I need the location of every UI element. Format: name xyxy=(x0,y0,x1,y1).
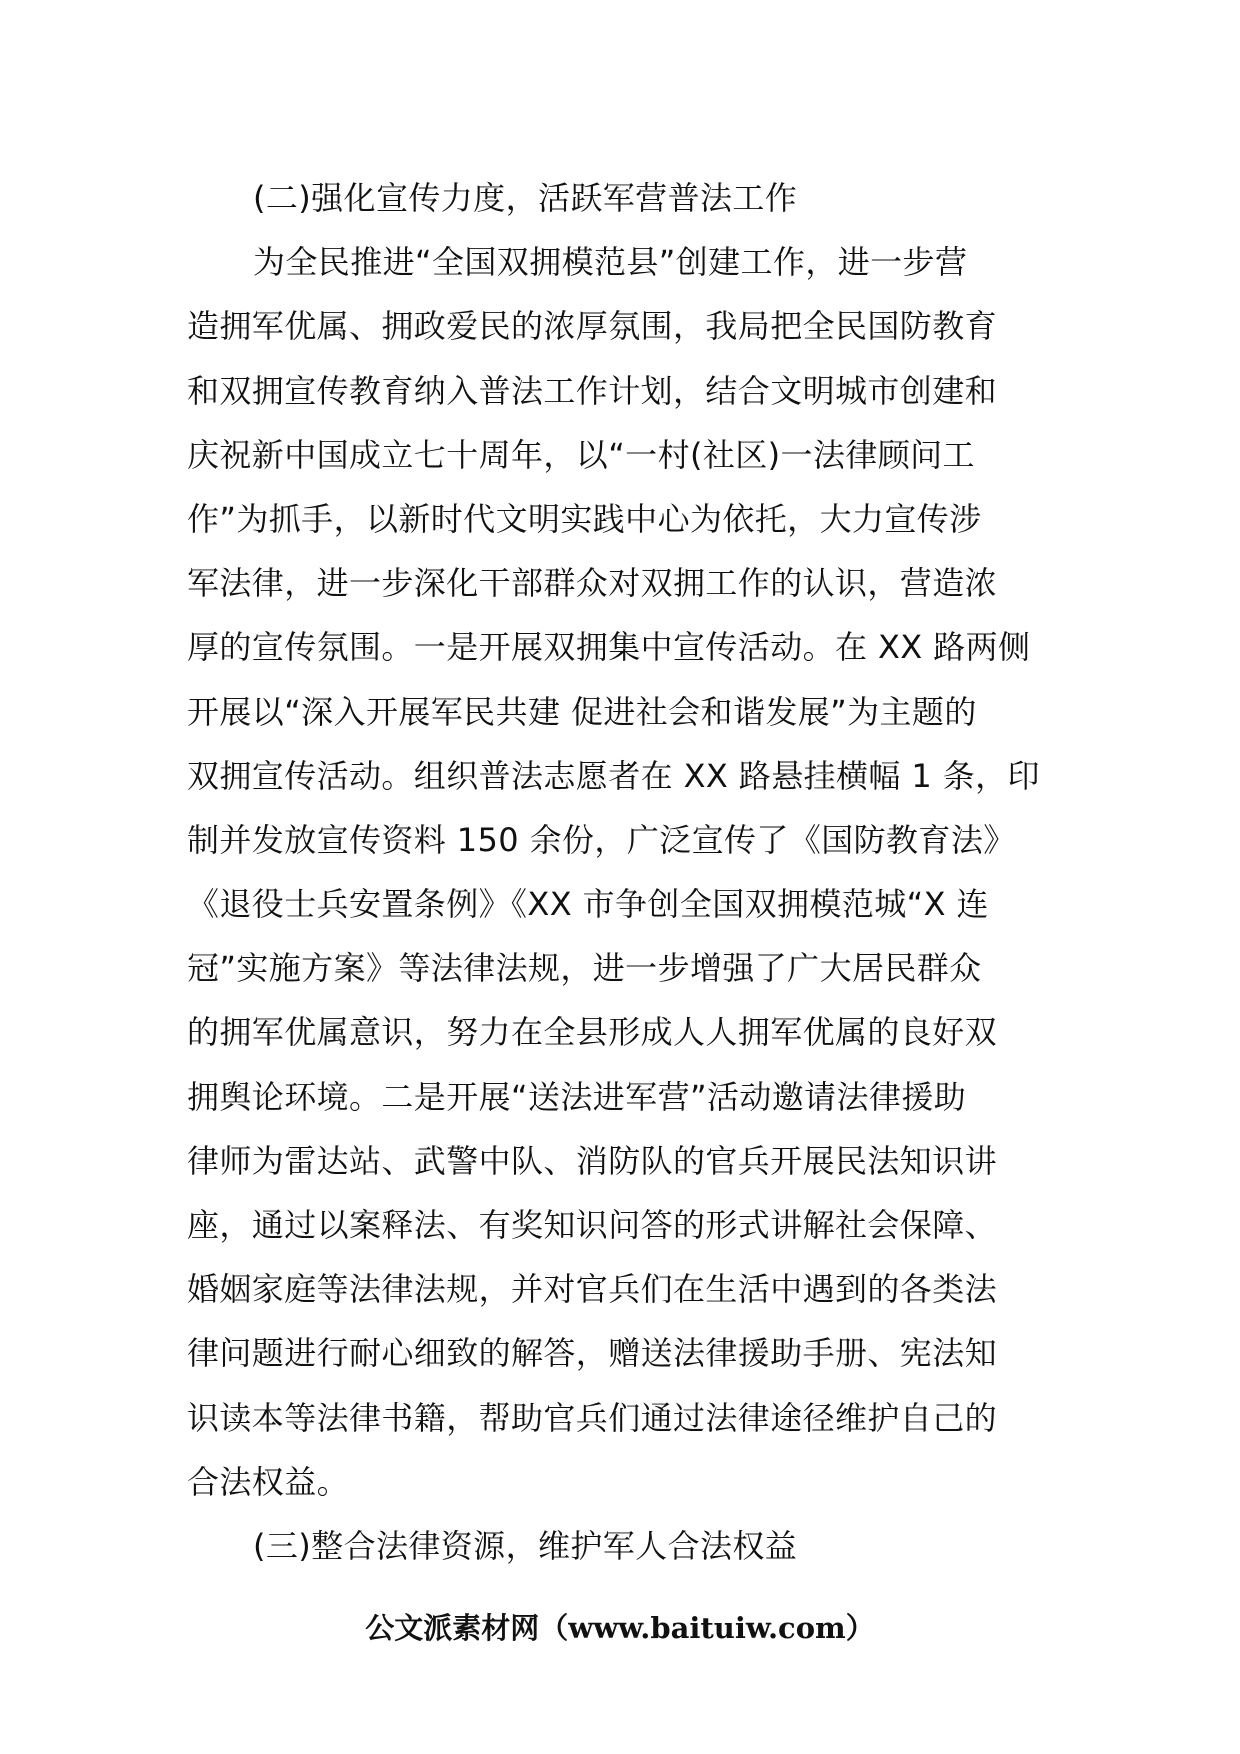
paragraph-line: 婚姻家庭等法律法规，并对官兵们在生活中遇到的各类法 xyxy=(187,1270,998,1309)
section-heading: (三)整合法律资源，维护军人合法权益 xyxy=(253,1526,798,1565)
page-footer: 公文派素材网（www.baituiw.com） xyxy=(365,1611,875,1645)
paragraph-line: 军法律，进一步深化干部群众对双拥工作的认识，营造浓 xyxy=(187,564,998,603)
paragraph-line: 造拥军优属、拥政爱民的浓厚氛围，我局把全民国防教育 xyxy=(187,307,998,346)
paragraph-line: 作”为抓手，以新时代文明实践中心为依托，大力宣传涉 xyxy=(187,499,982,538)
paragraph-line: 《退役士兵安置条例》《XX 市争创全国双拥模范城“X 连 xyxy=(187,885,989,924)
paragraph-line: 厚的宣传氛围。一是开展双拥集中宣传活动。在 XX 路两侧 xyxy=(187,628,1031,667)
section-heading: (二)强化宣传力度，活跃军营普法工作 xyxy=(253,179,798,217)
paragraph-line: 为全民推进“全国双拥模范县”创建工作，进一步营 xyxy=(253,243,968,282)
paragraph-line: 识读本等法律书籍，帮助官兵们通过法律途径维护自己的 xyxy=(187,1398,998,1437)
paragraph-line: 和双拥宣传教育纳入普法工作计划，结合文明城市创建和 xyxy=(187,371,998,410)
document-body xyxy=(187,166,1053,1578)
paragraph-line: 座，通过以案释法、有奖知识问答的形式讲解社会保障、 xyxy=(187,1206,998,1244)
paragraph-line: 开展以“深入开展军民共建 促进社会和谐发展”为主题的 xyxy=(187,692,977,731)
paragraph-line: 合法权益。 xyxy=(187,1462,350,1501)
paragraph-line: 庆祝新中国成立七十周年，以“一村(社区)一法律顾问工 xyxy=(187,435,975,474)
paragraph-line: 冠”实施方案》等法律法规，进一步增强了广大居民群众 xyxy=(187,949,982,988)
paragraph-line: 律师为雷达站、武警中队、消防队的官兵开展民法知识讲 xyxy=(187,1141,998,1180)
paragraph-line: 拥舆论环境。二是开展“送法进军营”活动邀请法律援助 xyxy=(187,1077,967,1116)
paragraph xyxy=(187,230,1053,1514)
paragraph-line: 律问题进行耐心细致的解答，赠送法律援助手册、宪法知 xyxy=(187,1334,998,1373)
paragraph-line: 制并发放宣传资料 150 余份，广泛宣传了《国防教育法》 xyxy=(187,820,1016,859)
paragraph-line: 的拥军优属意识，努力在全县形成人人拥军优属的良好双 xyxy=(187,1013,998,1052)
paragraph-line: 双拥宣传活动。组织普法志愿者在 XX 路悬挂横幅 1 条，印 xyxy=(187,756,1040,795)
